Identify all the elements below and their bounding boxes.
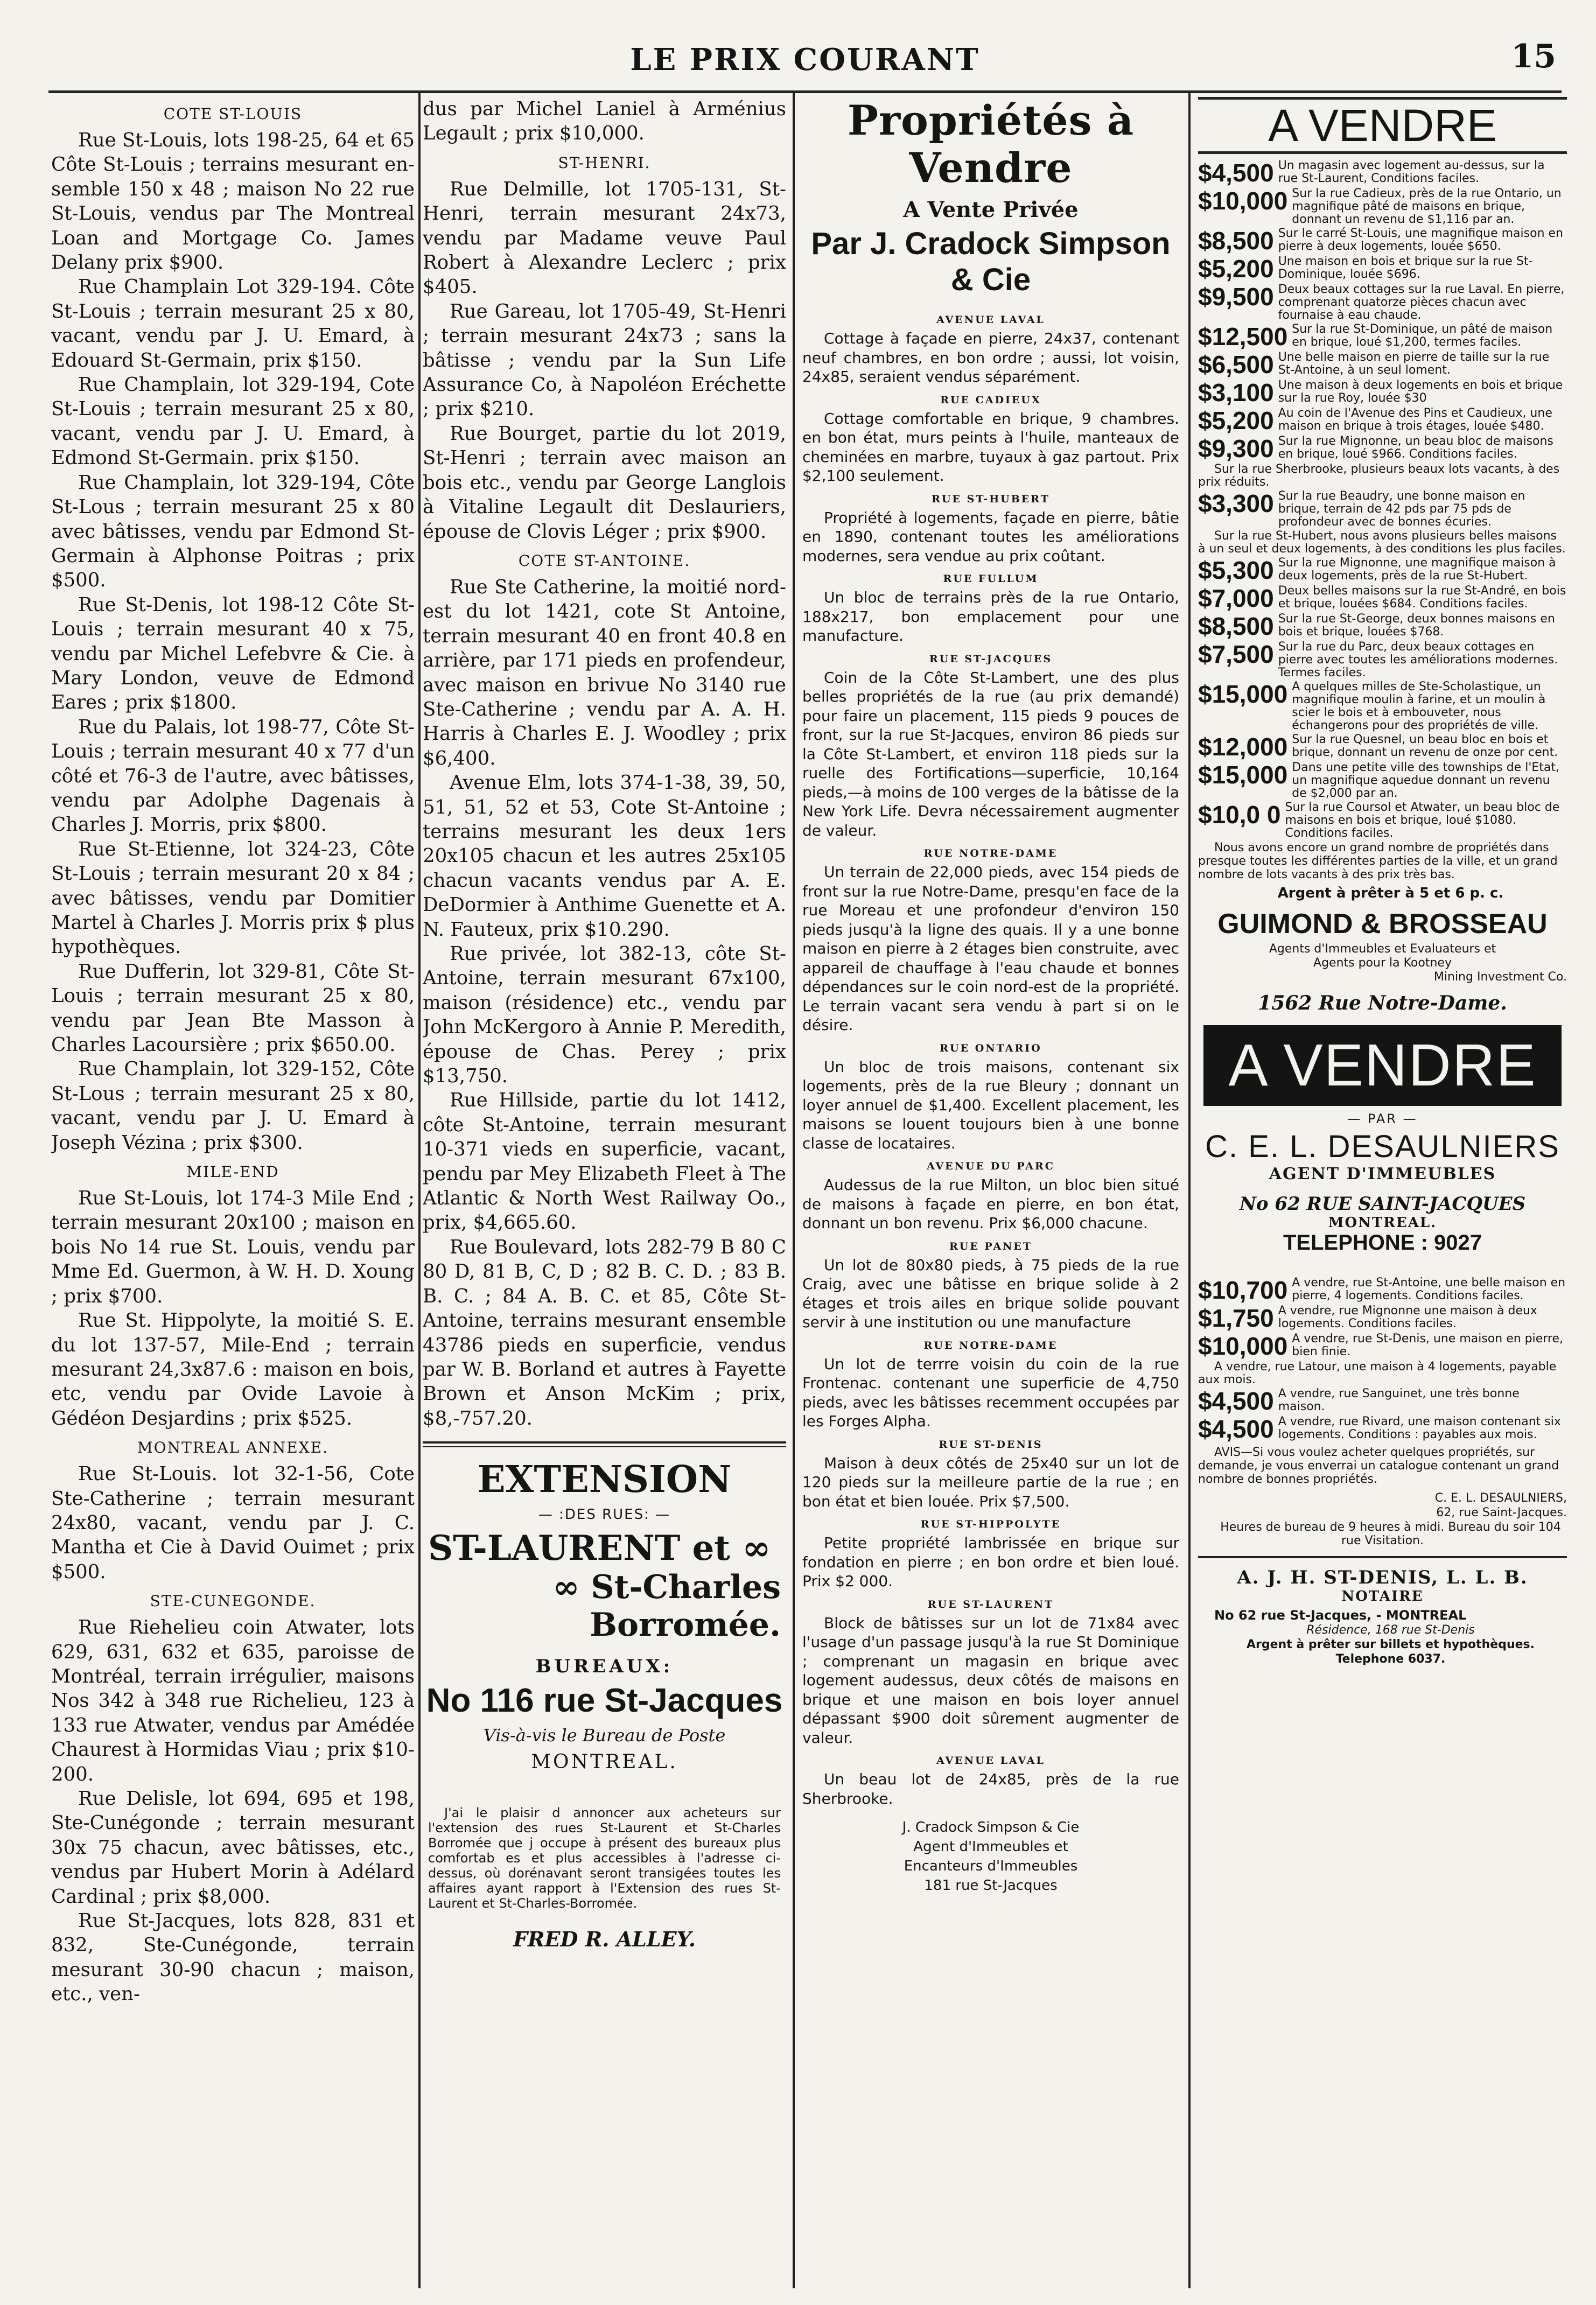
avis: AVIS—Si vous voulez acheter quelques propriétés, sur demande, je vous enverrai un catalogue contenant un grand nombre de bonnes propriétés.	[1198, 1446, 1559, 1486]
desaulniers-name: C. E. L. DESAULNIERS	[1205, 1129, 1560, 1164]
sale-entry: dus par Michel Laniel à Arménius Legault ; prix $10,000.	[423, 98, 786, 145]
ad-text: Sur la rue du Parc, deux beaux cottages en pierre avec toutes les améliorations modernes. Termes faciles.	[1278, 640, 1558, 679]
telephone: TELEPHONE : 9027	[1283, 1231, 1482, 1255]
ad-item	[1198, 435, 1567, 462]
no62: No 62 RUE SAINT-JACQUES	[1239, 1193, 1526, 1215]
des-sig-2: 62, rue Saint-Jacques.	[1436, 1506, 1567, 1519]
ad-price: $5,200	[1198, 407, 1274, 435]
sd-line: No 62 rue St-Jacques, - MONTREAL	[1214, 1608, 1467, 1623]
gb-line: Agents d'Immeubles et Evaluateurs et	[1269, 942, 1496, 956]
extension-signature: FRED R. ALLEY.	[513, 1927, 696, 1952]
ad-price: $1,750	[1198, 1304, 1274, 1332]
ad-price: $4,500	[1198, 1415, 1274, 1443]
sale-entry: Rue St-Denis, lot 198-12 Côte St-Louis ; terrain mesurant 40 x 75, vendu par Michel Lefebvre & Cie. à Mary London, veuve de Edmond Eares ; prix $1800.	[51, 593, 415, 714]
ad-price: $4,500	[1198, 1387, 1274, 1415]
page-number: 15	[1511, 38, 1556, 75]
section-heading: COTE ST-ANTOINE.	[518, 551, 691, 570]
ad-price: $5,300	[1198, 556, 1274, 584]
sale-entry: Rue Gareau, lot 1705-49, St-Henri ; terrain mesurant 24x73 ; sans la bâtisse ; vendu par la Sun Life Assurance Co, à Napoléon Eréchette ; prix $210.	[423, 300, 786, 421]
par: — PAR —	[1347, 1111, 1418, 1126]
ad-price: $10,000	[1198, 1332, 1288, 1360]
ads-list	[1198, 159, 1567, 840]
ad-item	[1198, 681, 1567, 732]
ad-text: A vendre, rue Rivard, une maison contenant six logements. Conditions : payables aux mois.	[1278, 1415, 1561, 1441]
sale-entry: Rue Bourget, partie du lot 2019, St-Henri ; terrain avec maison an bois etc., vendu par George Langlois à Vitaline Legault dit Deslauriers, épouse de Clovis Léger ; prix $900.	[423, 422, 786, 543]
ad-item	[1198, 1388, 1567, 1414]
guimond-brosseau: GUIMOND & BROSSEAU	[1217, 908, 1548, 940]
agent-immeubles: AGENT D'IMMEUBLES	[1269, 1165, 1496, 1183]
extension-body: J'ai le plaisir d annoncer aux acheteurs sur l'extension des rues St-Laurent et St-Charles Borromée que j occupe à présent des bureaux plus comfortab es et plus accessibles à l'adresse ci-dessus, où dorénavant seront transigées toutes les affaires ayant rapport à l'Extension des rues St-Laurent et St-Charles-Borromée.	[428, 1805, 781, 1911]
masthead	[48, 38, 1562, 97]
montreal: MONTREAL.	[1328, 1215, 1437, 1231]
ad-text: Sur la rue Quesnel, un beau bloc en bois et brique, donnant un revenu de onze por cent.	[1292, 733, 1558, 759]
sale-entry: Rue Champlain Lot 329-194. Côte St-Louis ; terrain mesurant 25 x 80, vacant, vendu par J. U. Emard, à Edouard St-Germain, prix $150.	[51, 276, 415, 372]
ad-text: Sur la rue Coursol et Atwater, un beau bloc de maisons en bois et brique, loué $1080. Conditions faciles.	[1285, 801, 1560, 840]
ad-price: $8,500	[1198, 227, 1274, 255]
property-heading: AVENUE LAVAL	[936, 314, 1045, 326]
properties-title: Propriétés à Vendre	[847, 97, 1135, 192]
ad-price: $9,500	[1198, 283, 1274, 311]
sd-line: Résidence, 168 rue St-Denis	[1306, 1623, 1475, 1637]
ad-item	[1198, 463, 1567, 489]
ad-price: $12,500	[1198, 323, 1288, 351]
note: Nous avons encore un grand nombre de propriétés dans presque toutes les différentes parties de la ville, et un grand nombre de lots vacants à des prix très bas.	[1198, 841, 1558, 881]
sale-entry: Rue Delisle, lot 694, 695 et 198, Ste-Cunégonde ; terrain mesurant 30x 75 chacun, avec bâtisses, etc., vendus par Hubert Morin à Adélard Cardinal ; prix $8,000.	[51, 1788, 415, 1908]
sale-entry: Rue Boulevard, lots 282-79 B 80 C 80 D, 81 B, C, D ; 82 B. C. D. ; 83 B. B. C. ; 84 A. B. C. et 85, Côte St-Antoine, terrains mesurant ensemble 43786 pieds en superficie, vendus par W. B. Borland et autres à Fayette Brown et Anson McKim ; prix, $8,-757.20.	[423, 1236, 786, 1430]
ad-item	[1198, 761, 1567, 800]
ads-list-2	[1198, 1277, 1567, 1442]
property-text: Un terrain de 22,000 pieds, avec 154 pieds de front sur la rue Notre-Dame, presqu'en face de la rue Moreau et une profondeur d'environ 150 pieds jusqu'à la ligne des quais. Il y a une bonne maison en pierre à 2 étages bien construite, avec appareil de chauffage à l'eau chaude et bonnes dépendances sur le coin nord-est de la propriété. Le terrain vacant sera vendu à part si on le désire.	[802, 863, 1179, 1034]
ad-price: $5,200	[1198, 255, 1274, 283]
column-cradock-simpson	[802, 97, 1179, 2294]
ad-item	[1198, 1416, 1567, 1442]
section-heading: MONTREAL ANNEXE.	[137, 1439, 328, 1457]
ad-text: Dans une petite ville des townships de l'Etat, un magnifique aquedue donnant un revenu de $2,000 par an.	[1292, 761, 1559, 800]
ad-price: $4,500	[1198, 159, 1274, 187]
extension-street-1: ST-LAURENT et ∞	[428, 1528, 771, 1569]
extension-ad	[423, 1458, 786, 1951]
ad-item	[1198, 490, 1567, 529]
sale-entry: Rue St-Etienne, lot 324-23, Côte St-Louis ; terrain mesurant 20 x 84 ; avec bâtisses, vendu par Domitier Martel à Charles J. Morris prix $ plus hypothèques.	[51, 838, 415, 958]
properties-firm: Par J. Cradock Simpson & Cie	[811, 226, 1171, 297]
section-heading: MILE-END	[186, 1163, 279, 1181]
sig-line: 181 rue St-Jacques	[924, 1877, 1058, 1894]
ad-item	[1198, 255, 1567, 282]
ad-text: A vendre, rue St-Denis, une maison en pierre, bien finie.	[1292, 1332, 1564, 1358]
sale-entry: Rue Hillside, partie du lot 1412, côte St-Antoine, terrain mesurant 10-371 vieds en superficie, vacant, pendu par Mey Elizabeth Fleet à The Atlantic & North West Railway Oo., prix, $4,665.60.	[423, 1089, 786, 1234]
property-text: Petite propriété lambrissée en brique sur fondation en pierre ; en bon ordre et bien loué. Prix $2 000.	[802, 1534, 1179, 1590]
ad-price: $15,000	[1198, 761, 1288, 789]
ad-price: $10,0 0	[1198, 801, 1281, 829]
property-heading: AVENUE DU PARC	[927, 1160, 1055, 1172]
properties-list	[802, 314, 1179, 1808]
ad-price: $10,000	[1198, 187, 1288, 215]
column-sales-1	[51, 97, 415, 2294]
extension-street-2: ∞ St-Charles Borromée.	[552, 1568, 781, 1644]
properties-signature	[802, 1818, 1179, 1895]
property-heading: RUE CADIEUX	[940, 394, 1041, 406]
ad-item	[1198, 1333, 1567, 1360]
ad-text: Un magasin avec logement au-dessus, sur la rue St-Laurent, Conditions faciles.	[1278, 159, 1545, 185]
property-heading: AVENUE LAVAL	[936, 1755, 1045, 1767]
column-divider	[1188, 92, 1191, 2288]
ad-text: A vendre, rue St-Antoine, une belle maison en pierre, 4 logements. Conditions faciles.	[1292, 1276, 1566, 1302]
des-sig: C. E. L. DESAULNIERS,	[1434, 1491, 1567, 1505]
ad-text: A vendre, rue Mignonne une maison à deux logements. Conditions faciles.	[1278, 1304, 1537, 1330]
ad-price: $15,000	[1198, 680, 1288, 708]
ad-text: Sur le carré St-Louis, une magnifique maison en pierre à deux logements, louée $650.	[1278, 227, 1563, 253]
sale-entry: Rue Champlain, lot 329-194, Cote St-Louis ; terrain mesurant 25 x 80, vacant, vendu par J. U. Emard, à Edmond St-Germain. prix $150.	[51, 374, 415, 470]
ad-item	[1198, 351, 1567, 378]
masthead-title: LE PRIX COURANT	[630, 42, 980, 78]
ad-text: Une maison en bois et brique sur la rue St-Dominique, louée $696.	[1278, 255, 1533, 281]
sale-entry: Avenue Elm, lots 374-1-38, 39, 50, 51, 51, 52 et 53, Cote St-Antoine ; terrains mesurant les deux 1ers 20x105 chacun et les autres 25x105 chacun vacants vendus par A. E. DeDormier à Anthime Guenette et A. N. Fauteux, prix $10.290.	[423, 772, 786, 941]
column-a-vendre	[1198, 97, 1567, 2294]
ad-text: A quelques milles de Ste-Scholastique, un magnifique moulin à farine, et un moulin à scier le bois et à embouveter, nous échangerons pour des propriétés de ville.	[1292, 680, 1546, 732]
property-heading: RUE FULLUM	[943, 573, 1039, 585]
ad-item	[1198, 641, 1567, 679]
sig-line: Agent d'Immeubles et	[913, 1839, 1068, 1855]
sale-entry: Rue St-Louis. lot 32-1-56, Cote Ste-Catherine ; terrain mesurant 24x80, vacant, vendu par J. C. Mantha et Cie à David Ouimet ; prix $500.	[51, 1463, 415, 1583]
sale-entry: Rue Champlain, lot 329-152, Côte St-Lous ; terrain mesurant 25 x 80, vacant, vendu par J. U. Emard à Joseph Vézina ; prix $300.	[51, 1058, 415, 1154]
section-heading: ST-HENRI.	[558, 153, 651, 172]
column-sales-2	[423, 97, 786, 2294]
sale-entry: Rue Dufferin, lot 329-81, Côte St-Louis ; terrain mesurant 25 x 80, vendu par Jean Bte Masson à Charles Lacoursière ; prix $650.00.	[51, 960, 415, 1056]
ad-price: $3,300	[1198, 489, 1274, 517]
notaire: NOTAIRE	[1341, 1588, 1424, 1605]
column-divider	[793, 92, 795, 2288]
extension-title: EXTENSION	[477, 1458, 732, 1502]
ad-item	[1198, 159, 1567, 186]
properties-subtitle: A Vente Privée	[903, 197, 1079, 222]
divider	[1198, 1556, 1567, 1558]
sale-entry: Rue Delmille, lot 1705-131, St-Henri, terrain mesurant 24x73, vendu par Madame veuve Paul Robert à Alexandre Leclerc ; prix $405.	[423, 178, 786, 298]
sale-entry: Rue Riehelieu coin Atwater, lots 629, 631, 632 et 635, paroisse de Montréal, terrain irrégulier, maisons Nos 342 à 348 rue Richelieu, 123 à 133 rue Atwater, vendus par Amédée Chaurest à Hormidas Viau ; prix $10-200.	[51, 1616, 415, 1785]
gb-line: Agents pour la Kootney	[1313, 956, 1452, 970]
ad-text: Sur la rue Beaudry, une bonne maison en brique, terrain de 42 pds par 75 pds de profondeur avec de bonnes écuries.	[1278, 489, 1525, 529]
property-text: Maison à deux côtés de 25x40 sur un lot de 120 pieds sur la meilleure partie de la rue ; en bon état et bien louée. Prix $7,500.	[802, 1454, 1179, 1510]
property-text: Un beau lot de 24x85, près de la rue Sherbrooke.	[802, 1770, 1179, 1807]
ad-price: $6,500	[1198, 351, 1274, 379]
property-text: Block de bâtisses sur un lot de 71x84 avec l'usage d'un passage jusqu'à la rue St Dominique ; comprenant un magasin en brique avec logement audessus, deux côtés de maisons en brique et une maison en bois loyer annuel dépassant $900 doit sûrement augmenter de valeur.	[802, 1614, 1179, 1747]
ad-item	[1198, 1277, 1567, 1304]
property-text: Coin de la Côte St-Lambert, une des plus belles propriétés de la rue (au prix demandé) pour faire un placement, 115 pieds 9 pouces de front, sur la rue St-Jacques, environ 86 pieds sur la Côte St-Lambert, et environ 118 pieds sur la ruelle des Fortifications—superficie, 10,164 pieds,—à moins de 100 verges de la bâtisse de la New York Life. Devra nécessairement augmenter de valeur.	[802, 668, 1179, 839]
property-text: Cottage à façade en pierre, 24x37, contenant neuf chambres, en bon ordre ; aussi, lot voisin, 24x85, seraient vendus séparément.	[802, 330, 1179, 386]
extension-vis: Vis-à-vis le Bureau de Poste	[483, 1725, 726, 1746]
hours: Heures de bureau de 9 heures à midi. Bureau du soir 104 rue Visitation.	[1220, 1521, 1561, 1547]
extension-address: No 116 rue St-Jacques	[426, 1682, 783, 1720]
property-heading: RUE ST-DENIS	[939, 1438, 1043, 1451]
ad-text: Sur la rue Sherbrooke, plusieurs beaux lots vacants, à des prix réduits.	[1198, 463, 1560, 489]
ad-item	[1198, 227, 1567, 254]
sale-entry: Rue St. Hippolyte, la moitié S. E. du lot 137-57, Mile-End ; terrain mesurant 24,3x87.6 : maison en bois, etc, vendu par Ovide Lavoie à Gédéon Desjardins ; prix $525.	[51, 1309, 415, 1430]
sale-entry: Rue privée, lot 382-13, côte St-Antoine, terrain mesurant 67x100, maison (résidence) etc., vendu par John McKergoro à Annie P. Meredith, épouse de Chas. Perey ; prix $13,750.	[423, 943, 786, 1088]
ad-text: Sur la rue Cadieux, près de la rue Ontario, un magnifique pâté de maisons en brique, donnant un revenu de $1,116 par an.	[1292, 187, 1562, 226]
property-heading: RUE ONTARIO	[940, 1042, 1042, 1054]
a-vendre-header: A VENDRE	[1198, 97, 1567, 154]
extension-bureaux: BUREAUX:	[535, 1656, 674, 1678]
ad-price: $8,500	[1198, 612, 1274, 640]
section-heading: STE-CUNEGONDE.	[150, 1592, 316, 1610]
ad-price: $7,500	[1198, 640, 1274, 668]
ad-text: A vendre, rue Sanguinet, une très bonne maison.	[1278, 1387, 1520, 1413]
sale-entry: Rue du Palais, lot 198-77, Côte St-Louis ; terrain mesurant 40 x 77 d'un côté et 76-3 de l'autre, avec bâtisses, vendu par Adolphe Dagenais à Charles J. Morris, prix $800.	[51, 716, 415, 836]
st-denis: A. J. H. ST-DENIS, L. L. B.	[1237, 1567, 1528, 1588]
ad-item	[1198, 379, 1567, 406]
ad-price: $12,000	[1198, 733, 1288, 761]
ad-text: Deux belles maisons sur la rue St-André, en bois et brique, louées $684. Conditions faciles.	[1278, 584, 1566, 611]
ad-item	[1198, 733, 1567, 760]
ad-item	[1198, 283, 1567, 322]
ad-item	[1198, 585, 1567, 612]
ad-price: $9,300	[1198, 435, 1274, 463]
column-divider	[418, 92, 421, 2288]
property-text: Un lot de 80x80 pieds, à 75 pieds de la rue Craig, avec une bâtisse en brique solide à 2 étages et trois ailes en brique solide pouvant servir à une institution ou une manufacture	[802, 1256, 1179, 1331]
ad-item	[1198, 323, 1567, 350]
ad-price: $3,100	[1198, 379, 1274, 407]
divider	[423, 1441, 786, 1447]
ad-text: A vendre, rue Latour, une maison à 4 logements, payable aux mois.	[1198, 1360, 1557, 1386]
sale-entry: Rue St-Jacques, lots 828, 831 et 832, Ste-Cunégonde, terrain mesurant 30-90 chacun ; maison, etc., ven-	[51, 1910, 415, 2006]
ad-text: Sur la rue St-Dominique, un pâté de maison en brique, loué $1,200, termes faciles.	[1292, 323, 1553, 349]
ad-text: Une belle maison en pierre de taille sur la rue St-Antoine, à un seul loment.	[1278, 351, 1550, 377]
ad-item	[1198, 407, 1567, 434]
property-text: Propriété à logements, façade en pierre, bâtie en 1890, contenant toutes les améliorations modernes, sera vendue au prix coûtant.	[802, 508, 1179, 565]
property-heading: RUE NOTRE-DAME	[923, 847, 1058, 859]
property-heading: RUE ST-HIPPOLYTE	[920, 1518, 1061, 1530]
property-heading: RUE PANET	[949, 1240, 1033, 1252]
argent: Argent à prêter à 5 et 6 p. c.	[1277, 885, 1504, 901]
ad-text: Deux beaux cottages sur la rue Laval. En pierre, comprenant quatorze pièces chacun avec fournaise à eau chaude.	[1278, 283, 1565, 322]
property-heading: RUE ST-LAURENT	[927, 1598, 1054, 1610]
ad-item	[1198, 801, 1567, 840]
ad-text: Au coin de l'Avenue des Pins et Caudieux, une maison en brique à trois étages, louée $480.	[1278, 407, 1552, 433]
property-heading: RUE NOTRE-DAME	[923, 1339, 1058, 1351]
ad-text: Une maison à deux logements en bois et brique sur la rue Roy, louée $30	[1278, 379, 1563, 405]
sale-entry: Rue Ste Catherine, la moitié nord-est du lot 1421, cote St Antoine, terrain mesurant 40 en front 40.8 en arrière, par 171 pieds en profendeur, avec maison en brivue No 3140 rue Ste-Catherine ; vendu par A. A. H. Harris à Charles E. J. Woodley ; prix $6,400.	[423, 576, 786, 769]
ad-item	[1198, 530, 1567, 556]
top-rule	[48, 90, 1562, 93]
ad-item	[1198, 187, 1567, 226]
property-text: Un bloc de terrains près de la rue Ontario, 188x217, bon emplacement pour une manufacture.	[802, 588, 1179, 644]
sig-line: Encanteurs d'Immeubles	[904, 1858, 1078, 1874]
property-text: Un bloc de trois maisons, contenant six logements, près de la rue Bleury ; donnant un loyer annuel de $1,400. Excellent placement, les maisons se louent toujours bien à une bonne classe de locataires.	[802, 1057, 1179, 1152]
ad-text: Sur la rue Mignonne, une magnifique maison à deux logements, près de la rue St-Hubert.	[1278, 556, 1556, 583]
gb-line: Mining Investment Co.	[1433, 970, 1567, 984]
ad-text: Sur la rue St-Hubert, nous avons plusieurs belles maisons à un seul et deux logements, à des conditions les plus faciles.	[1198, 529, 1566, 556]
sale-entry: Rue St-Louis, lot 174-3 Mile End ; terrain mesurant 20x100 ; maison en bois No 14 rue St. Louis, vendu par Mme Ed. Guermon, à W. H. D. Xoung ; prix $700.	[51, 1187, 415, 1307]
sales-list	[423, 97, 786, 1431]
property-heading: RUE ST-JACQUES	[929, 653, 1053, 665]
sig-line: J. Cradock Simpson & Cie	[902, 1819, 1080, 1835]
ad-item	[1198, 613, 1567, 640]
extension-city: MONTREAL.	[531, 1751, 678, 1774]
property-text: Cottage comfortable en brique, 9 chambres. en bon état, murs peints à l'huile, manteaux de cheminées en marbre, tuyaux à gaz partout. Prix $2,100 seulement.	[802, 409, 1179, 485]
sale-entry: Rue St-Louis, lots 198-25, 64 et 65 Côte St-Louis ; terrains mesurant en-semble 150 x 48 ; maison No 22 rue St-Louis, vendus par The Montreal Loan and Mortgage Co. James Delany prix $900.	[51, 129, 415, 274]
ad-item	[1198, 1305, 1567, 1332]
ad-item	[1198, 557, 1567, 584]
property-heading: RUE ST-HUBERT	[932, 493, 1050, 505]
section-heading: COTE ST-LOUIS	[163, 105, 303, 123]
a-vendre-black-box: A VENDRE	[1203, 1025, 1562, 1106]
gb-address: 1562 Rue Notre-Dame.	[1258, 992, 1507, 1014]
ad-text: Sur la rue Mignonne, un beau bloc de maisons en brique, loué $966. Conditions faciles.	[1278, 435, 1553, 461]
ad-item	[1198, 1361, 1567, 1386]
ad-text: Sur la rue St-George, deux bonnes maisons en bois et brique, louées $768.	[1278, 612, 1555, 639]
property-text: Un lot de terrre voisin du coin de la rue Frontenac. contenant une superficie de 4,750 pieds, avec les bâtisses recemment occupées par les Forges Alpha.	[802, 1355, 1179, 1430]
extension-des: — :DES RUES: —	[538, 1507, 671, 1523]
sd-line: Telephone 6037.	[1335, 1652, 1446, 1666]
property-text: Audessus de la rue Milton, un bloc bien situé de maisons à façade en pierre, en bon état, donnant un bon revenu. Prix $6,000 chacune.	[802, 1176, 1179, 1232]
ad-price: $10,700	[1198, 1276, 1288, 1304]
sale-entry: Rue Champlain, lot 329-194, Côte St-Lous ; terrain mesurant 25 x 80 avec bâtisses, vendu par Edmond St-Germain à Alphonse Poitras ; prix $500.	[51, 471, 415, 592]
ad-price: $7,000	[1198, 584, 1274, 612]
sd-line: Argent à prêter sur billets et hypothèques.	[1246, 1638, 1535, 1651]
